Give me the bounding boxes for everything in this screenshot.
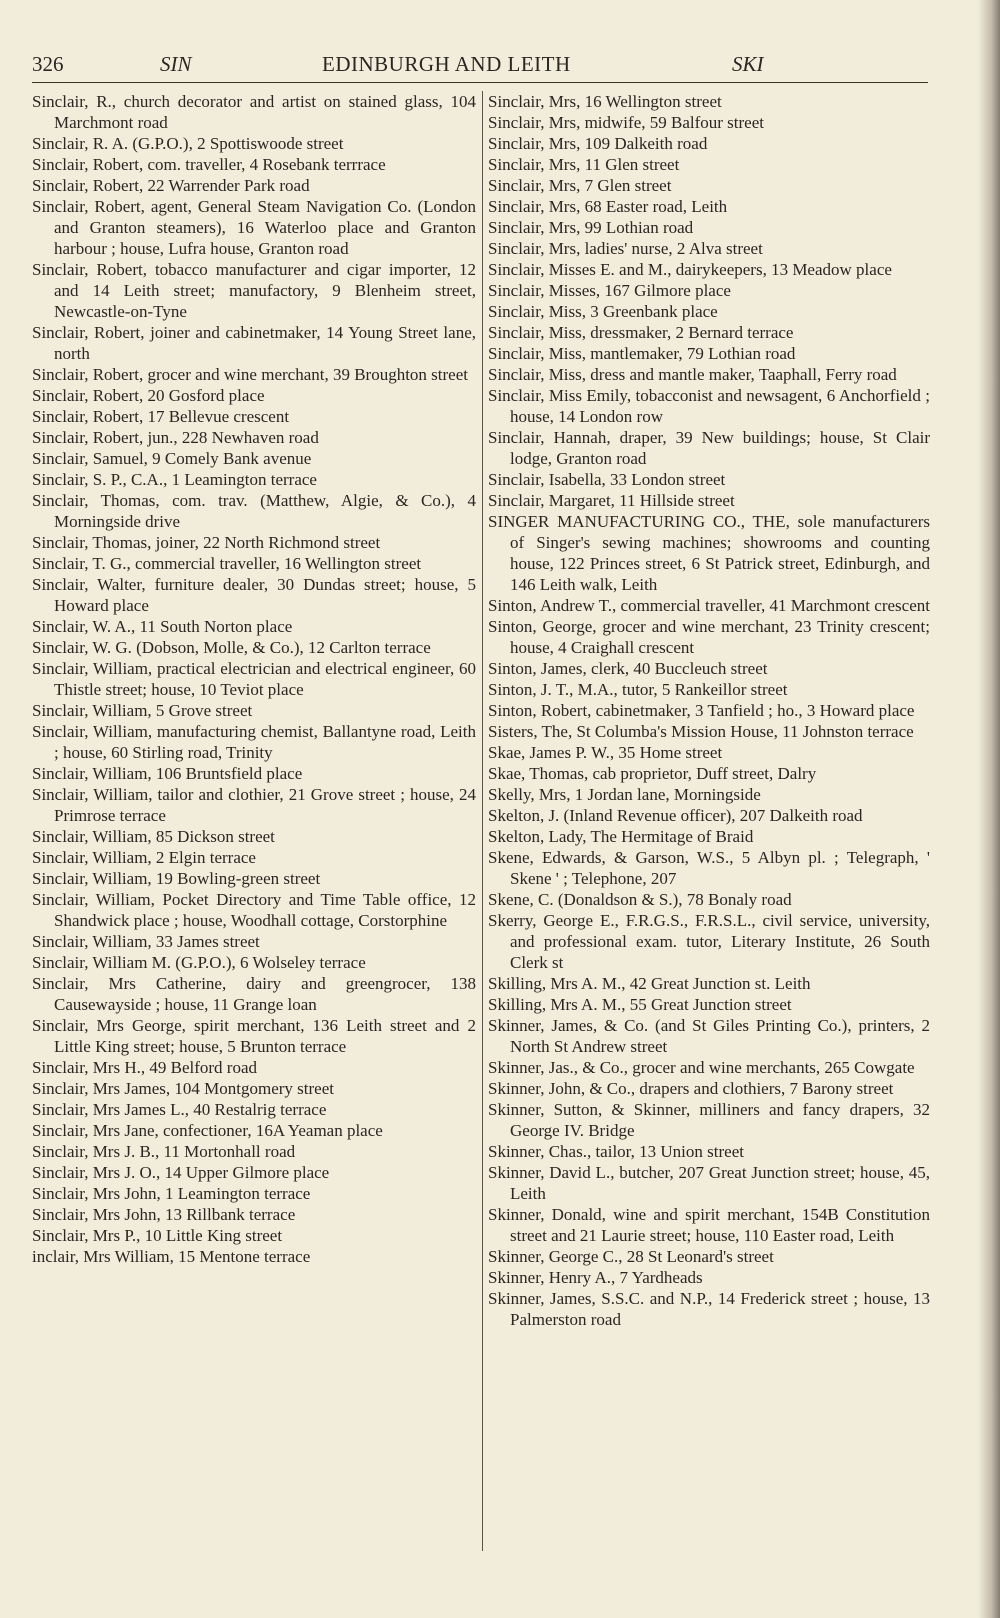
directory-entry: Skene, C. (Donaldson & S.), 78 Bonaly road: [488, 890, 792, 909]
directory-entry: Sinclair, Samuel, 9 Comely Bank avenue: [32, 449, 312, 468]
directory-entry: Sinclair, Mrs, 109 Dalkeith road: [488, 134, 708, 153]
directory-entry: Sinclair, Thomas, joiner, 22 North Richmond street: [32, 533, 381, 552]
directory-entry: Sinclair, William, 33 James street: [32, 932, 260, 951]
directory-entry: Sinclair, Miss, dress and mantle maker, Taaphall, Ferry road: [488, 365, 897, 384]
directory-entry: Sinclair, Thomas, com. trav. (Matthew, Algie, & Co.), 4 Morningside drive: [32, 491, 476, 531]
directory-entry: Sinclair, William, 2 Elgin terrace: [32, 848, 256, 867]
directory-entry: Sinclair, Mrs James, 104 Montgomery street: [32, 1079, 334, 1098]
directory-entry: Sinclair, Margaret, 11 Hillside street: [488, 491, 735, 510]
directory-entry: Sinclair, Mrs, midwife, 59 Balfour street: [488, 113, 764, 132]
left-guide-word: SIN: [160, 52, 192, 76]
directory-entry: Sinton, J. T., M.A., tutor, 5 Rankeillor street: [488, 680, 788, 699]
directory-entry: Sinclair, William M. (G.P.O.), 6 Wolseley terrace: [32, 953, 366, 972]
right-guide-word: SKI: [732, 52, 764, 76]
directory-entry: Sinclair, Robert, jun., 228 Newhaven road: [32, 428, 319, 447]
directory-entry: Sinclair, Robert, 22 Warrender Park road: [32, 176, 310, 195]
directory-entry: Skae, James P. W., 35 Home street: [488, 743, 723, 762]
directory-entry: Skelly, Mrs, 1 Jordan lane, Morningside: [488, 785, 761, 804]
page-number: 326: [32, 52, 64, 76]
right-column: [488, 91, 930, 1330]
directory-entry: Skelton, J. (Inland Revenue officer), 207 Dalkeith road: [488, 806, 863, 825]
directory-entry: SINGER MANUFACTURING CO., THE, sole manufacturers of Singer's sewing machines; showrooms and counting house, 122 Princes street, 6 St Patrick street, Edinburgh, and 146 Leith walk, Leith: [488, 512, 930, 594]
directory-entry: inclair, Mrs William, 15 Mentone terrace: [32, 1247, 311, 1266]
directory-entry: Sinclair, Mrs, 68 Easter road, Leith: [488, 197, 728, 216]
directory-entry: Sinclair, William, 85 Dickson street: [32, 827, 275, 846]
directory-entry: Sinclair, William, 5 Grove street: [32, 701, 253, 720]
directory-entry: Sinton, George, grocer and wine merchant, 23 Trinity crescent; house, 4 Craighall crescent: [488, 617, 930, 657]
directory-entry: Sinclair, Mrs, 7 Glen street: [488, 176, 672, 195]
directory-entry: Sinclair, Mrs James L., 40 Restalrig terrace: [32, 1100, 327, 1119]
directory-entry: Skilling, Mrs A. M., 42 Great Junction st. Leith: [488, 974, 811, 993]
header-rule: [32, 82, 928, 83]
directory-entry: Sinclair, William, 106 Bruntsfield place: [32, 764, 303, 783]
directory-entry: Sinclair, W. A., 11 South Norton place: [32, 617, 293, 636]
directory-entry: Sinclair, William, 19 Bowling-green street: [32, 869, 321, 888]
directory-entry: Sinclair, Mrs John, 1 Leamington terrace: [32, 1184, 311, 1203]
directory-entry: Sinclair, Mrs George, spirit merchant, 136 Leith street and 2 Little King street; house, 5 Brunton terrace: [32, 1016, 476, 1056]
directory-entry: Skinner, Jas., & Co., grocer and wine merchants, 265 Cowgate: [488, 1058, 915, 1077]
directory-entry: Sinclair, Mrs, ladies' nurse, 2 Alva street: [488, 239, 763, 258]
directory-entry: Sinclair, Miss, 3 Greenbank place: [488, 302, 718, 321]
directory-entry: Sinclair, William, tailor and clothier, 21 Grove street ; house, 24 Primrose terrace: [32, 785, 476, 825]
directory-entry: Sinclair, Misses, 167 Gilmore place: [488, 281, 731, 300]
directory-entry: Sinclair, Robert, 20 Gosford place: [32, 386, 265, 405]
directory-entry: Sinclair, Misses E. and M., dairykeepers, 13 Meadow place: [488, 260, 892, 279]
directory-entry: Sinclair, W. G. (Dobson, Molle, & Co.), 12 Carlton terrace: [32, 638, 431, 657]
directory-entry: Sinclair, Robert, tobacco manufacturer and cigar importer, 12 and 14 Leith street; manufactory, 9 Blenheim street, Newcastle-on-Tyne: [32, 260, 476, 321]
directory-entry: Skinner, John, & Co., drapers and clothiers, 7 Barony street: [488, 1079, 894, 1098]
directory-entry: Sinclair, Mrs, 16 Wellington street: [488, 92, 722, 111]
directory-entry: Sinclair, Mrs P., 10 Little King street: [32, 1226, 283, 1245]
directory-entry: Sinclair, Mrs H., 49 Belford road: [32, 1058, 258, 1077]
directory-entry: Sinclair, Mrs Jane, confectioner, 16A Yeaman place: [32, 1121, 383, 1140]
running-title: EDINBURGH AND LEITH: [322, 52, 571, 76]
directory-entry: Sinton, Andrew T., commercial traveller, 41 Marchmont crescent: [488, 596, 930, 615]
directory-entry: Sisters, The, St Columba's Mission House, 11 Johnston terrace: [488, 722, 914, 741]
directory-entry: Sinclair, Robert, agent, General Steam Navigation Co. (London and Granton steamers), 16 Waterloo place and Granton harbour ; house, Lufra house, Granton road: [32, 197, 476, 258]
directory-entry: Sinton, James, clerk, 40 Buccleuch street: [488, 659, 768, 678]
directory-entry: Skinner, David L., butcher, 207 Great Junction street; house, 45, Leith: [488, 1163, 930, 1203]
directory-entry: Sinclair, T. G., commercial traveller, 16 Wellington street: [32, 554, 422, 573]
directory-entry: Skinner, Chas., tailor, 13 Union street: [488, 1142, 744, 1161]
directory-entry: Sinclair, Walter, furniture dealer, 30 Dundas street; house, 5 Howard place: [32, 575, 476, 615]
directory-entry: Sinclair, Robert, grocer and wine merchant, 39 Broughton street: [32, 365, 468, 384]
directory-entry: Sinclair, Mrs, 99 Lothian road: [488, 218, 694, 237]
directory-entry: Sinclair, Robert, joiner and cabinetmaker, 14 Young Street lane, north: [32, 323, 476, 363]
directory-entry: Skerry, George E., F.R.G.S., F.R.S.L., civil service, university, and professional exam. tutor, Literary Institute, 26 South Clerk st: [488, 911, 930, 972]
directory-entry: Sinclair, R., church decorator and artist on stained glass, 104 Marchmont road: [32, 92, 476, 132]
directory-entry: Sinclair, William, manufacturing chemist, Ballantyne road, Leith ; house, 60 Stirling road, Trinity: [32, 722, 476, 762]
page-header: [32, 52, 928, 78]
directory-entry: Sinton, Robert, cabinetmaker, 3 Tanfield ; ho., 3 Howard place: [488, 701, 915, 720]
directory-entry: Skae, Thomas, cab proprietor, Duff street, Dalry: [488, 764, 817, 783]
directory-entry: Sinclair, Robert, 17 Bellevue crescent: [32, 407, 290, 426]
column-divider: [482, 91, 483, 1551]
directory-entry: Sinclair, William, practical electrician and electrical engineer, 60 Thistle street; house, 10 Teviot place: [32, 659, 476, 699]
directory-entry: Skelton, Lady, The Hermitage of Braid: [488, 827, 754, 846]
directory-entry: Skinner, George C., 28 St Leonard's street: [488, 1247, 774, 1266]
directory-entry: Skinner, Donald, wine and spirit merchant, 154B Constitution street and 21 Laurie street; house, 110 Easter road, Leith: [488, 1205, 930, 1245]
directory-entry: Sinclair, Miss Emily, tobacconist and newsagent, 6 Anchorfield ; house, 14 London row: [488, 386, 930, 426]
directory-entry: Skinner, Sutton, & Skinner, milliners and fancy drapers, 32 George IV. Bridge: [488, 1100, 930, 1140]
directory-entry: Sinclair, Mrs, 11 Glen street: [488, 155, 680, 174]
left-column: [32, 91, 476, 1267]
directory-entry: Sinclair, Mrs Catherine, dairy and greengrocer, 138 Causewayside ; house, 11 Grange loan: [32, 974, 476, 1014]
directory-entry: Sinclair, Mrs J. O., 14 Upper Gilmore place: [32, 1163, 330, 1182]
directory-entry: Skilling, Mrs A. M., 55 Great Junction street: [488, 995, 792, 1014]
directory-entry: Skinner, James, & Co. (and St Giles Printing Co.), printers, 2 North St Andrew street: [488, 1016, 930, 1056]
directory-entry: Sinclair, Miss, mantlemaker, 79 Lothian road: [488, 344, 796, 363]
directory-entry: Skinner, James, S.S.C. and N.P., 14 Frederick street ; house, 13 Palmerston road: [488, 1289, 930, 1329]
directory-entry: Sinclair, S. P., C.A., 1 Leamington terrace: [32, 470, 317, 489]
directory-entry: Sinclair, William, Pocket Directory and Time Table office, 12 Shandwick place ; house, Woodhall cottage, Corstorphine: [32, 890, 476, 930]
directory-entry: Sinclair, Robert, com. traveller, 4 Rosebank terrrace: [32, 155, 386, 174]
directory-entry: Sinclair, Hannah, draper, 39 New buildings; house, St Clair lodge, Granton road: [488, 428, 930, 468]
directory-entry: Sinclair, Mrs John, 13 Rillbank terrace: [32, 1205, 296, 1224]
directory-entry: Sinclair, Miss, dressmaker, 2 Bernard terrace: [488, 323, 794, 342]
page-edge-shadow: [978, 0, 1000, 1618]
directory-entry: Sinclair, Mrs J. B., 11 Mortonhall road: [32, 1142, 296, 1161]
directory-entry: Skinner, Henry A., 7 Yardheads: [488, 1268, 703, 1287]
directory-entry: Sinclair, R. A. (G.P.O.), 2 Spottiswoode street: [32, 134, 344, 153]
directory-entry: Sinclair, Isabella, 33 London street: [488, 470, 726, 489]
directory-entry: Skene, Edwards, & Garson, W.S., 5 Albyn pl. ; Telegraph, ' Skene ' ; Telephone, 207: [488, 848, 930, 888]
